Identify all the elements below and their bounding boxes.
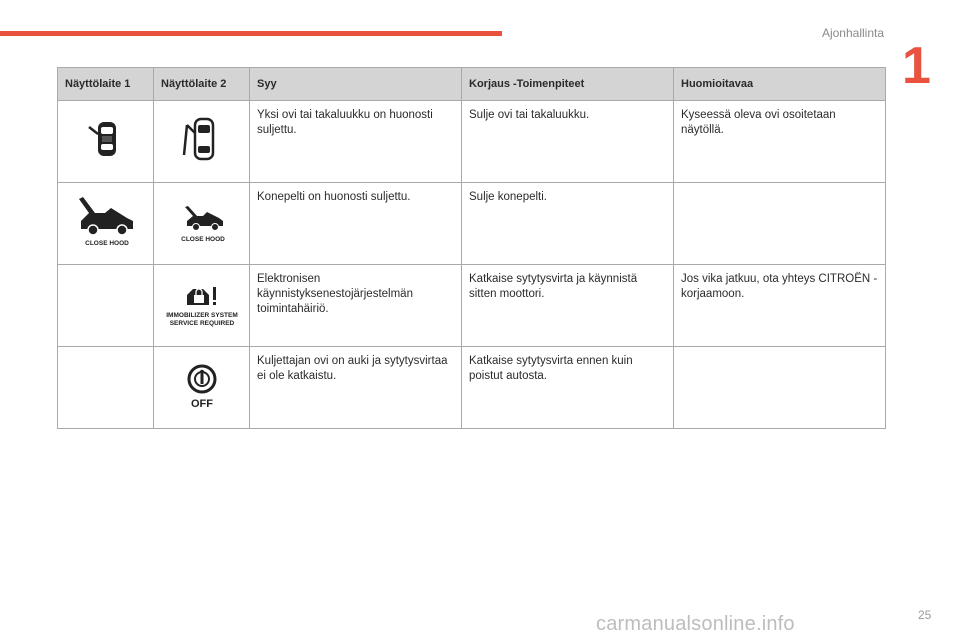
chapter-number: 1 — [902, 37, 931, 95]
display-1-cell — [58, 347, 154, 429]
display-2-cell — [154, 101, 250, 183]
table-row — [58, 101, 886, 183]
display-2-cell — [154, 265, 250, 347]
section-title: Ajonhallinta — [821, 26, 884, 40]
display-2-cell — [154, 183, 250, 265]
header-accent-bar — [0, 31, 502, 36]
table-row — [58, 347, 886, 429]
ignition-on-icon — [177, 355, 227, 415]
cause-cell: Konepelti on huonosti suljettu. — [250, 183, 462, 265]
notes-cell — [674, 347, 886, 429]
table-row — [58, 265, 886, 347]
off-label: OFF — [190, 398, 213, 410]
display-2-cell — [154, 347, 250, 429]
action-cell: Katkaise sytytysvirta ennen kuin poistut autosta. — [462, 347, 674, 429]
watermark: carmanualsonline.info — [596, 613, 795, 635]
column-header-notes: Huomioitavaa — [674, 68, 886, 101]
notes-cell: Kyseessä oleva ovi osoitetaan näytöllä. — [674, 101, 886, 183]
notes-cell — [674, 183, 886, 265]
table-row — [58, 183, 886, 265]
immobilizer-warning-icon — [157, 273, 247, 333]
door-open-top-view-icon — [86, 114, 126, 164]
close-hood-label: CLOSE HOOD — [84, 240, 129, 247]
column-header-action: Korjaus -Toimenpiteet — [462, 68, 674, 101]
cause-cell: Elektronisen käynnistyksenestojärjestelmän toimintahäiriö. — [250, 265, 462, 347]
display-1-cell — [58, 101, 154, 183]
hood-open-small-icon — [167, 193, 237, 249]
cause-cell: Yksi ovi tai takaluukku on huonosti suljettu. — [250, 101, 462, 183]
immobilizer-label-line-2: SERVICE REQUIRED — [169, 320, 234, 327]
column-header-display-1: Näyttölaite 1 — [58, 68, 154, 101]
column-header-display-2: Näyttölaite 2 — [154, 68, 250, 101]
action-cell: Sulje konepelti. — [462, 183, 674, 265]
cause-cell: Kuljettajan ovi on auki ja sytytysvirtaa ei ole katkaistu. — [250, 347, 462, 429]
warning-table — [57, 67, 886, 429]
column-header-cause: Syy — [250, 68, 462, 101]
table-header-row — [58, 68, 886, 101]
close-hood-label: CLOSE HOOD — [180, 236, 225, 243]
display-1-cell — [58, 183, 154, 265]
action-cell: Katkaise sytytysvirta ja käynnistä sitten moottori. — [462, 265, 674, 347]
hood-open-icon — [71, 191, 141, 251]
door-open-top-view-large-icon — [179, 111, 225, 167]
notes-cell: Jos vika jatkuu, ota yhteys CITROËN -korjaamoon. — [674, 265, 886, 347]
page-number: 25 — [918, 608, 932, 622]
action-cell: Sulje ovi tai takaluukku. — [462, 101, 674, 183]
immobilizer-label-line-1: IMMOBILIZER SYSTEM — [165, 312, 238, 319]
display-1-cell — [58, 265, 154, 347]
